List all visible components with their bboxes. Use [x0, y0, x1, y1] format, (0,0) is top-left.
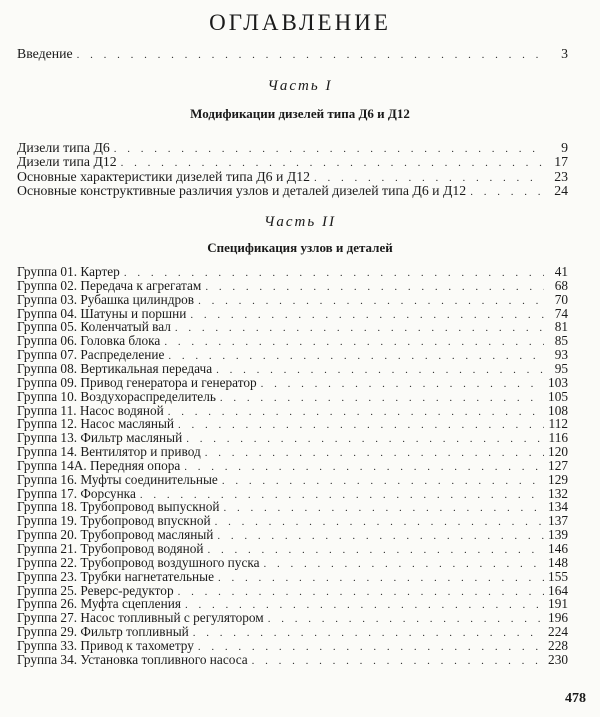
group-number: Группа 25.	[17, 582, 78, 598]
toc-entry-page: 9	[561, 140, 568, 155]
toc-entry-page: 127	[548, 457, 568, 473]
group-number: Группа 20.	[17, 527, 78, 543]
toc-entry	[17, 653, 568, 667]
toc-entry-label	[17, 653, 248, 667]
group-title: Установка топливного насоса	[80, 651, 248, 667]
group-title: Головка блока	[80, 333, 161, 349]
toc-entry	[17, 141, 568, 155]
toc-entry	[17, 184, 568, 198]
group-number: Группа 13.	[17, 430, 78, 446]
toc-entry-page: 120	[548, 444, 568, 460]
group-title: Насос топливный с регулятором	[80, 610, 264, 626]
toc-entry-label: Дизели типа Д12	[17, 154, 117, 170]
group-number: Группа 33.	[17, 637, 78, 653]
part-1-heading: Модификации дизелей типа Д6 и Д12	[190, 106, 410, 121]
group-number: Группа 11.	[17, 402, 77, 418]
group-number: Группа 29.	[17, 624, 78, 640]
group-number: Группа 18.	[17, 499, 78, 515]
toc-entry-page: 148	[548, 554, 568, 570]
toc-entry-label: Основные характеристики дизелей типа Д6 и Д12	[17, 168, 310, 184]
toc-entry-page: 3	[561, 46, 568, 61]
toc-entry-page: 129	[548, 471, 568, 487]
group-title: Коленчатый вал	[80, 319, 171, 335]
dot-leader	[252, 654, 544, 668]
group-number: Группа 07.	[17, 347, 78, 363]
toc-title: ОГЛАВЛЕНИЕ	[209, 10, 391, 35]
toc-entry-page: 41	[554, 264, 568, 279]
toc-entry-page: 68	[554, 277, 568, 293]
group-number: Группа 10.	[17, 388, 78, 404]
group-title: Муфты соединительные	[80, 471, 218, 487]
toc-entry-page: 191	[548, 596, 568, 612]
toc-entry-page: 139	[548, 527, 568, 543]
part-2-title: Часть II	[264, 214, 336, 230]
group-title: Трубопровод выпускной	[80, 499, 220, 515]
group-title: Трубопровод впускной	[80, 513, 211, 529]
toc-entry-page: 116	[548, 430, 568, 446]
toc-entry-page: 137	[548, 513, 568, 529]
group-title: Привод генератора и генератор	[80, 374, 257, 390]
group-title: Вертикальная передача	[80, 360, 213, 376]
toc-entry-page: 74	[554, 305, 568, 321]
group-title: Вентилятор и привод	[80, 444, 201, 460]
group-number: Группа 22.	[17, 554, 78, 570]
group-number: Группа 21.	[17, 541, 78, 556]
group-number: Группа 06.	[17, 333, 78, 349]
toc-entry-page: 112	[548, 416, 568, 432]
group-title: Форсунка	[80, 485, 136, 501]
toc-entry-page: 23	[554, 168, 568, 184]
toc-entry-page: 95	[554, 360, 568, 376]
group-title: Шатуны и поршни	[80, 305, 187, 321]
group-title: Распределение	[80, 347, 165, 363]
part-2-heading: Спецификация узлов и деталей	[207, 240, 393, 255]
group-number: Группа 23.	[17, 568, 78, 584]
toc-entry-page: 105	[548, 388, 568, 404]
toc-entry-page: 108	[548, 402, 568, 418]
group-number: Группа 09.	[17, 374, 78, 390]
group-number: Группа 12.	[17, 416, 78, 432]
group-number: Группа 08.	[17, 360, 78, 376]
dot-leader	[114, 142, 544, 156]
toc-entry-page: 155	[548, 568, 568, 584]
toc-entry-page: 228	[548, 637, 568, 653]
toc-entry-page: 81	[554, 319, 568, 335]
toc-entry-page: 17	[554, 154, 568, 170]
group-number: Группа 14.	[17, 444, 78, 460]
toc-entry-page: 164	[548, 582, 568, 598]
group-number: Группа 17.	[17, 485, 78, 501]
toc-entry-page: 103	[548, 374, 568, 390]
group-number: Группа 02.	[17, 277, 78, 293]
group-number: Группа 16.	[17, 471, 78, 487]
dot-leader	[470, 185, 544, 199]
page-number: 478	[565, 691, 586, 706]
group-title: Рубашка цилиндров	[80, 291, 195, 307]
group-title: Картер	[80, 264, 120, 279]
toc-entry-page: 85	[554, 333, 568, 349]
group-number: Группа 19.	[17, 513, 78, 529]
group-title: Трубопровод воздушного пуска	[80, 554, 260, 570]
group-title: Привод к тахометру	[80, 637, 194, 653]
toc-entry-page: 132	[548, 485, 568, 501]
group-number: Группа 03.	[17, 291, 78, 307]
group-title: Насос водяной	[79, 402, 164, 418]
toc-entry-label: Основные конструктивные различия узлов и деталей дизелей типа Д6 и Д12	[17, 182, 467, 198]
group-number: Группа 27.	[17, 610, 78, 626]
toc-entry-page: 70	[554, 291, 568, 307]
group-title: Трубопровод водяной	[80, 541, 204, 556]
group-title: Передача к агрегатам	[80, 277, 202, 293]
group-title: Реверс-редуктор	[80, 582, 174, 598]
part-1-title: Часть I	[267, 78, 333, 94]
toc-entry-page: 93	[554, 347, 568, 363]
group-number: Группа 34.	[17, 651, 78, 667]
toc-entry	[17, 170, 568, 184]
group-title: Передняя опора	[89, 457, 181, 473]
toc-entry-label: Дизели типа Д6	[17, 140, 110, 155]
group-title: Воздухораспределитель	[80, 388, 216, 404]
group-title: Муфта сцепления	[80, 596, 181, 612]
group-number: Группа 14А.	[17, 457, 87, 473]
group-number: Группа 04.	[17, 305, 78, 321]
toc-entry-page: 134	[548, 499, 568, 515]
toc-entry-intro	[17, 47, 568, 61]
group-number: Группа 01.	[17, 264, 78, 279]
group-number: Группа 26.	[17, 596, 78, 612]
toc-entry-label: Введение	[17, 46, 73, 61]
toc-entry-page: 196	[548, 610, 568, 626]
toc-entry-page: 224	[548, 624, 568, 640]
dot-leader	[77, 48, 544, 62]
group-title: Фильтр масляный	[80, 430, 183, 446]
toc-entry-page: 24	[554, 182, 568, 198]
group-title: Фильтр топливный	[80, 624, 189, 640]
toc-entry	[17, 155, 568, 169]
group-title: Трубки нагнетательные	[80, 568, 215, 584]
group-title: Насос масляный	[80, 416, 175, 432]
toc-entry-page: 146	[548, 541, 568, 556]
group-number: Группа 05.	[17, 319, 78, 335]
toc-entry-page: 230	[548, 651, 568, 667]
group-title: Трубопровод масляный	[80, 527, 214, 543]
